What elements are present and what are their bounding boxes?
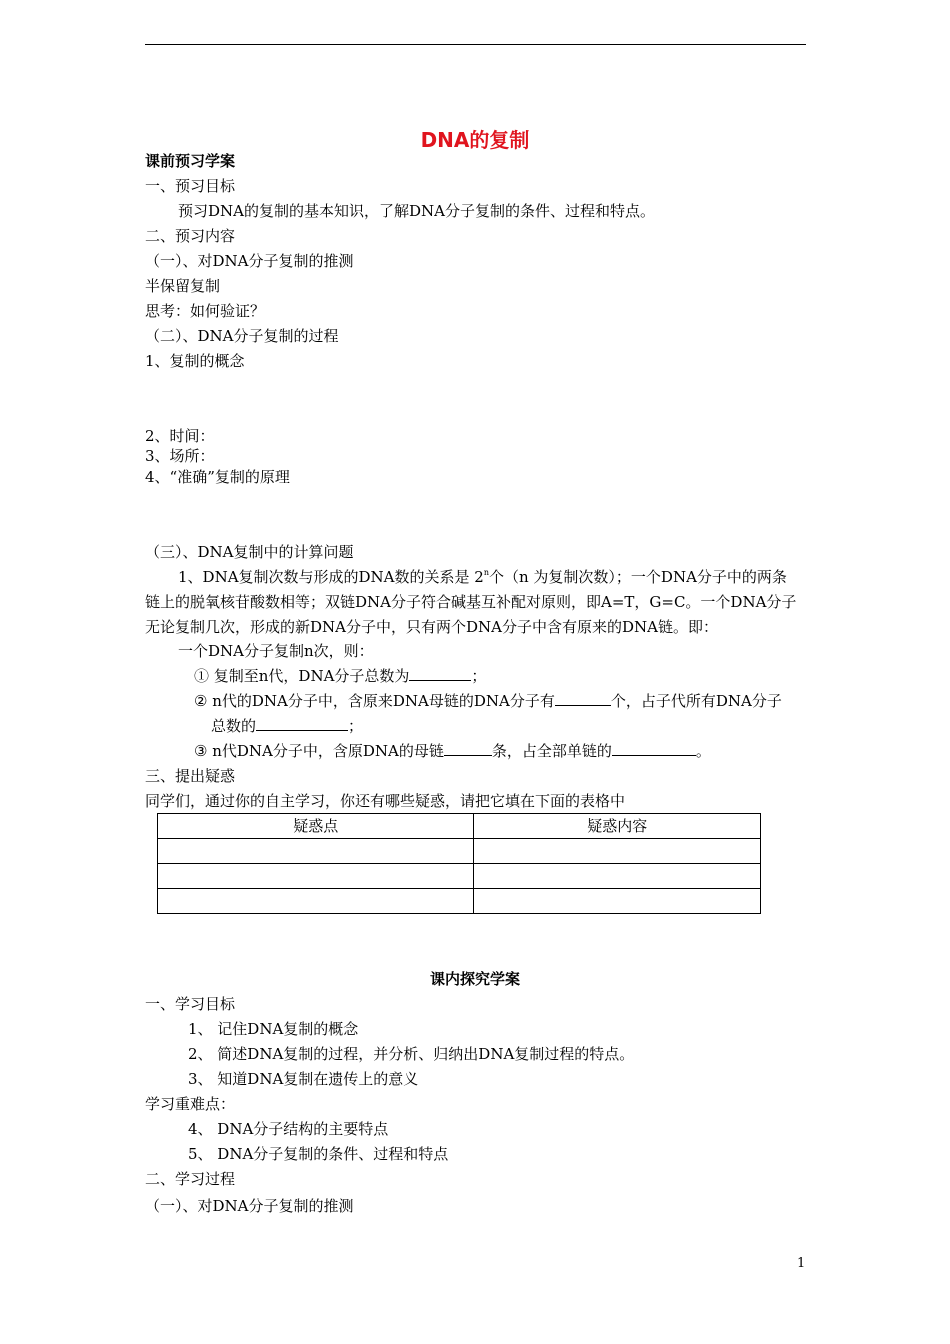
fill-item-3 <box>194 741 711 761</box>
fill-item-3-text: ③ n代DNA分子中，含原DNA的母链 <box>194 742 444 760</box>
table-cell[interactable] <box>474 839 761 864</box>
fill-item-1-text: ① 复制至n代，DNA分子总数为 <box>194 667 410 685</box>
time-item: 2、时间： <box>145 427 215 445</box>
section-one-heading: （一）、对DNA分子复制的推测 <box>145 252 354 270</box>
fill-item-2-mid: 个，占子代所有DNA分子 <box>610 692 782 710</box>
learning-goal-heading: 一、学习目标 <box>145 995 236 1013</box>
table-header-row <box>158 814 761 839</box>
answer-blank-2[interactable] <box>555 691 611 706</box>
header-rule <box>145 44 806 45</box>
think-question: 思考：如何验证？ <box>145 302 266 320</box>
calc-paragraph-line-4: 一个DNA分子复制n次，则： <box>178 642 374 660</box>
semi-conservative-text: 半保留复制 <box>145 277 221 295</box>
fill-item-3-end: 。 <box>695 742 711 760</box>
fill-item-2-cont <box>211 716 363 736</box>
answer-blank-4[interactable] <box>444 741 492 756</box>
table-cell[interactable] <box>474 864 761 889</box>
fill-item-2-end: ； <box>348 717 364 735</box>
table-row <box>158 839 761 864</box>
table-header-cell: 疑惑点 <box>158 814 474 839</box>
table-header-cell: 疑惑内容 <box>474 814 761 839</box>
section-two-heading: （二）、DNA分子复制的过程 <box>145 327 339 345</box>
table-row <box>158 889 761 914</box>
pre-class-heading: 课前预习学案 <box>145 152 236 170</box>
key-points-heading: 学习重难点： <box>145 1095 236 1113</box>
calc-line-1-b: 个（n 为复制次数）；一个DNA分子中的两条 <box>488 568 787 586</box>
questions-instruction: 同学们，通过你的自主学习，你还有哪些疑惑，请把它填在下面的表格中 <box>145 792 626 810</box>
table-cell[interactable] <box>158 889 474 914</box>
preview-goal-text: 预习DNA的复制的基本知识，了解DNA分子复制的条件、过程和特点。 <box>178 202 655 220</box>
page-number: 1 <box>797 1256 806 1271</box>
preview-goal-heading: 一、预习目标 <box>145 177 236 195</box>
fill-item-3-mid: 条，占全部单链的 <box>491 742 612 760</box>
calc-paragraph-line-3: 无论复制几次，形成的新DNA分子中，只有两个DNA分子中含有原来的DNA链。即： <box>145 618 718 636</box>
process-section-one: （一）、对DNA分子复制的推测 <box>145 1197 354 1215</box>
in-class-heading: 课内探究学案 <box>429 970 520 988</box>
principle-item: 4、“准确”复制的原理 <box>145 468 290 486</box>
place-item: 3、场所： <box>145 447 215 465</box>
answer-blank-3[interactable] <box>256 716 348 731</box>
table-row <box>158 864 761 889</box>
goal-item-3: 3、 知道DNA复制在遗传上的意义 <box>188 1070 419 1088</box>
section-three-heading: （三）、DNA复制中的计算问题 <box>145 543 354 561</box>
fill-item-1 <box>194 666 486 686</box>
goal-item-2: 2、 简述DNA复制的过程，并分析、归纳出DNA复制过程的特点。 <box>188 1045 635 1063</box>
fill-item-1-end: ； <box>471 667 487 685</box>
learning-process-heading: 二、学习过程 <box>145 1170 236 1188</box>
table-cell[interactable] <box>158 864 474 889</box>
calc-paragraph-line-1 <box>178 567 787 587</box>
table-cell[interactable] <box>474 889 761 914</box>
exponent-n: n <box>483 568 489 577</box>
answer-blank-5[interactable] <box>612 741 696 756</box>
table-cell[interactable] <box>158 839 474 864</box>
fill-item-2-cont-text: 总数的 <box>211 717 257 735</box>
concept-item: 1、复制的概念 <box>145 352 245 370</box>
goal-item-1: 1、 记住DNA复制的概念 <box>188 1020 359 1038</box>
fill-item-2-text: ② n代的DNA分子中，含原来DNA母链的DNA分子有 <box>194 692 555 710</box>
preview-content-heading: 二、预习内容 <box>145 227 236 245</box>
key-point-5: 5、 DNA分子复制的条件、过程和特点 <box>188 1145 449 1163</box>
key-point-4: 4、 DNA分子结构的主要特点 <box>188 1120 389 1138</box>
answer-blank-1[interactable] <box>409 666 471 681</box>
questions-heading: 三、提出疑惑 <box>145 767 236 785</box>
questions-table <box>157 813 761 914</box>
document-title: DNA的复制 <box>420 128 530 152</box>
fill-item-2 <box>194 691 782 711</box>
calc-paragraph-line-2: 链上的脱氧核苷酸数相等；双链DNA分子符合碱基互补配对原则，即A=T，G=C。一个DNA分子 <box>145 593 797 611</box>
calc-line-1-a: 1、DNA复制次数与形成的DNA数的关系是 2 <box>178 568 484 586</box>
